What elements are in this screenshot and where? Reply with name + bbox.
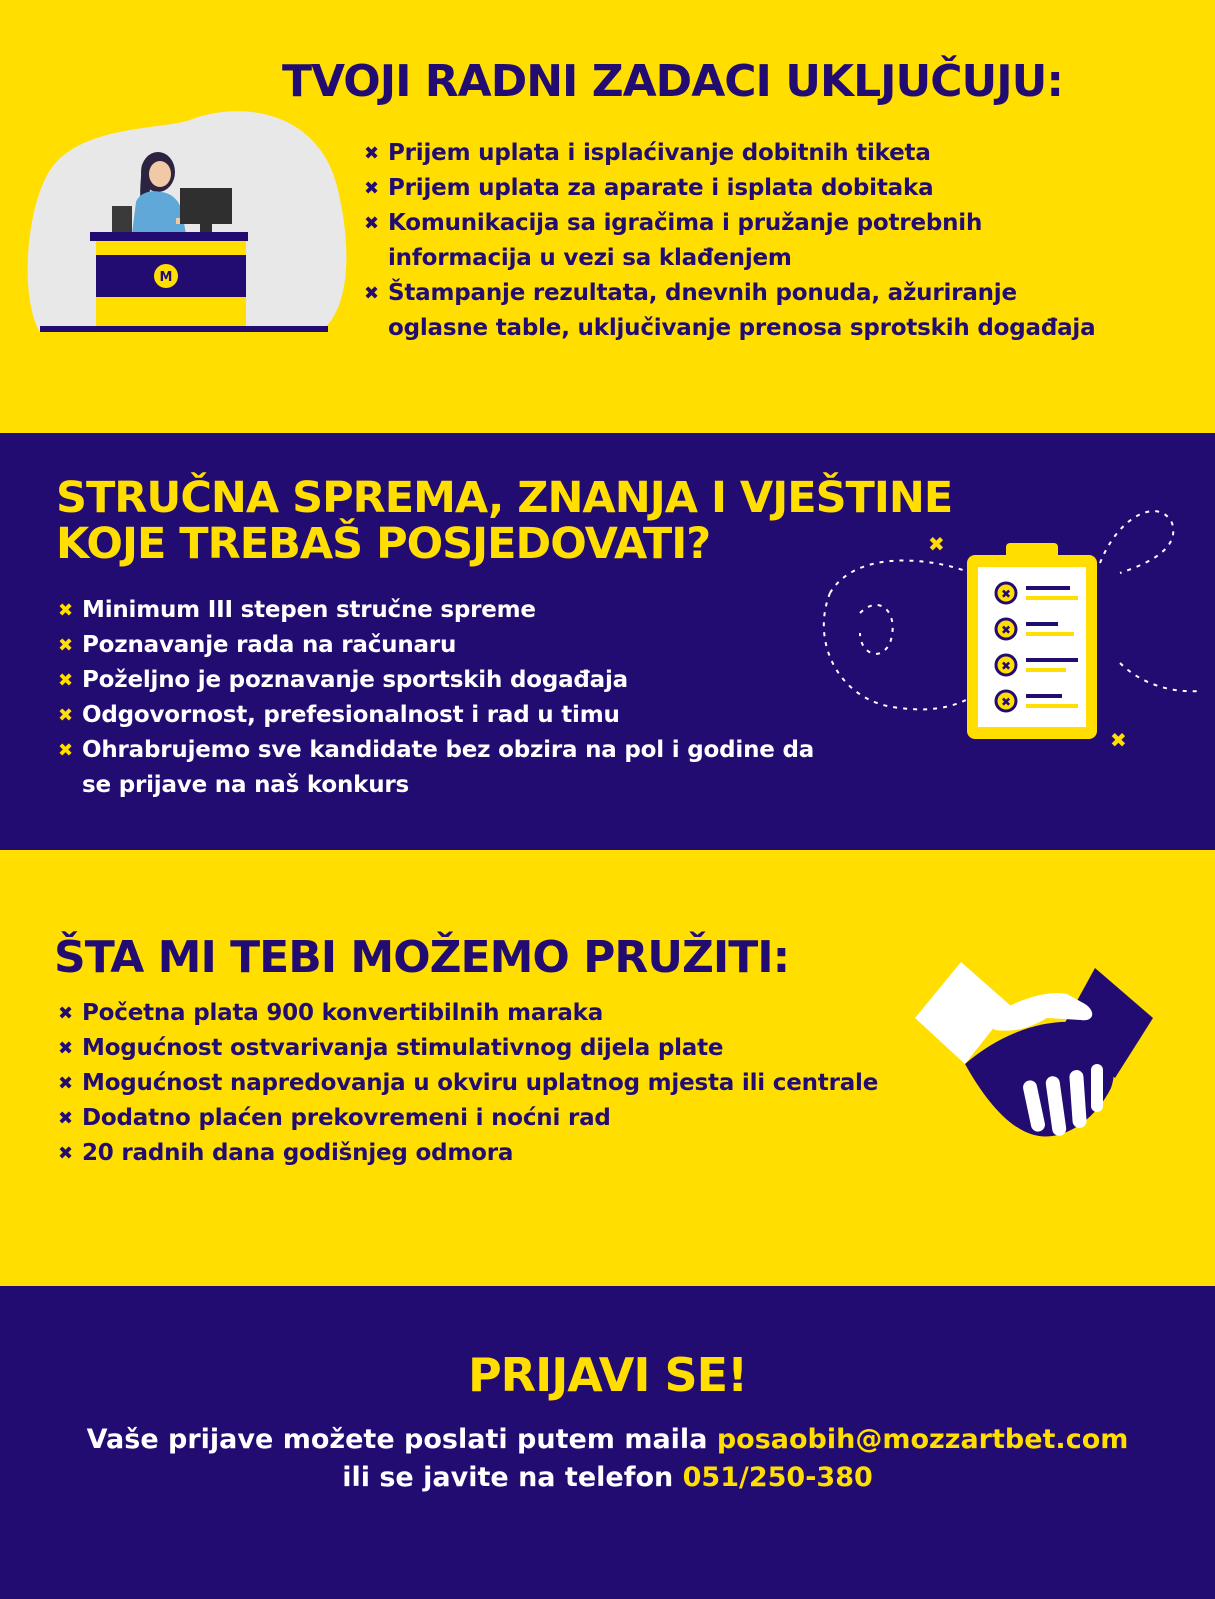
tasks-section — [0, 0, 1215, 433]
email-link[interactable]: posaobih@mozzartbet.com — [716, 1424, 1129, 1455]
list-item: ✖ Odgovornost, prefesionalnost i rad u timu — [58, 698, 818, 733]
svg-text:✖: ✖ — [928, 532, 945, 556]
list-item: ✖ Mogućnost napredovanja u okviru uplatnog mjesta ili centrale — [58, 1066, 938, 1101]
clipboard-checklist-icon — [820, 503, 1200, 763]
list-item: ✖ Početna plata 900 konvertibilnih maraka — [58, 996, 938, 1031]
tasks-heading: TVOJI RADNI ZADACI UKLJUČUJU: — [282, 56, 1063, 107]
list-item: ✖ Mogućnost ostvarivanja stimulativnog dijela plate — [58, 1031, 938, 1066]
svg-text:✖: ✖ — [1110, 728, 1127, 752]
svg-text:✖: ✖ — [1000, 659, 1012, 673]
list-item: ✖ Prijem uplata za aparate i isplata dobitaka — [364, 171, 1164, 206]
x-mark-icon: ✖ — [364, 283, 379, 304]
list-item: ✖ 20 radnih dana godišnjeg odmora — [58, 1136, 938, 1171]
list-item: ✖ Poželjno je poznavanje sportskih događaja — [58, 663, 818, 698]
svg-text:M: M — [159, 270, 173, 285]
list-item: ✖ Komunikacija sa igračima i pružanje potrebnih informacija u vezi sa klađenjem — [364, 206, 1164, 276]
tasks-list — [364, 136, 1164, 346]
x-mark-icon: ✖ — [58, 670, 73, 691]
cta-line-email: Vaše prijave možete poslati putem maila posaobih@mozzartbet.com — [86, 1424, 1129, 1455]
cta-section — [0, 1286, 1215, 1599]
x-mark-icon: ✖ — [58, 635, 73, 656]
x-mark-icon: ✖ — [58, 600, 73, 621]
x-mark-icon: ✖ — [58, 1108, 73, 1129]
x-mark-icon: ✖ — [58, 705, 73, 726]
cashier-desk-icon — [20, 100, 350, 350]
x-mark-icon: ✖ — [364, 213, 379, 234]
phone-link[interactable]: 051/250-380 — [682, 1462, 873, 1493]
x-mark-icon: ✖ — [58, 740, 73, 761]
x-mark-icon: ✖ — [364, 178, 379, 199]
cta-line-phone: ili se javite na telefon 051/250-380 — [342, 1462, 873, 1493]
svg-text:✖: ✖ — [1000, 695, 1012, 709]
list-item: ✖ Minimum III stepen stručne spreme — [58, 593, 818, 628]
offer-list — [58, 996, 938, 1171]
svg-text:✖: ✖ — [1000, 623, 1012, 637]
list-item: ✖ Ohrabrujemo sve kandidate bez obzira na pol i godine da se prijave na naš konkurs — [58, 733, 818, 803]
x-mark-icon: ✖ — [364, 143, 379, 164]
skills-section — [0, 433, 1215, 850]
list-item: ✖ Poznavanje rada na računaru — [58, 628, 818, 663]
skills-list — [58, 593, 818, 803]
list-item: ✖ Štampanje rezultata, dnevnih ponuda, ažuriranje oglasne table, uključivanje prenosa sprotskih događaja — [364, 276, 1164, 346]
x-mark-icon: ✖ — [58, 1003, 73, 1024]
offer-section — [0, 850, 1215, 1286]
cta-title: PRIJAVI SE! — [467, 1348, 748, 1402]
offer-heading: ŠTA MI TEBI MOŽEMO PRUŽITI: — [54, 932, 790, 983]
x-mark-icon: ✖ — [58, 1038, 73, 1059]
svg-text:✖: ✖ — [1000, 587, 1012, 601]
x-mark-icon: ✖ — [58, 1073, 73, 1094]
skills-heading: STRUČNA SPREMA, ZNANJA I VJEŠTINE KOJE TREBAŠ POSJEDOVATI? — [56, 473, 953, 570]
handshake-icon — [915, 960, 1165, 1160]
list-item: ✖ Dodatno plaćen prekovremeni i noćni rad — [58, 1101, 938, 1136]
x-mark-icon: ✖ — [58, 1143, 73, 1164]
list-item: ✖ Prijem uplata i isplaćivanje dobitnih tiketa — [364, 136, 1164, 171]
